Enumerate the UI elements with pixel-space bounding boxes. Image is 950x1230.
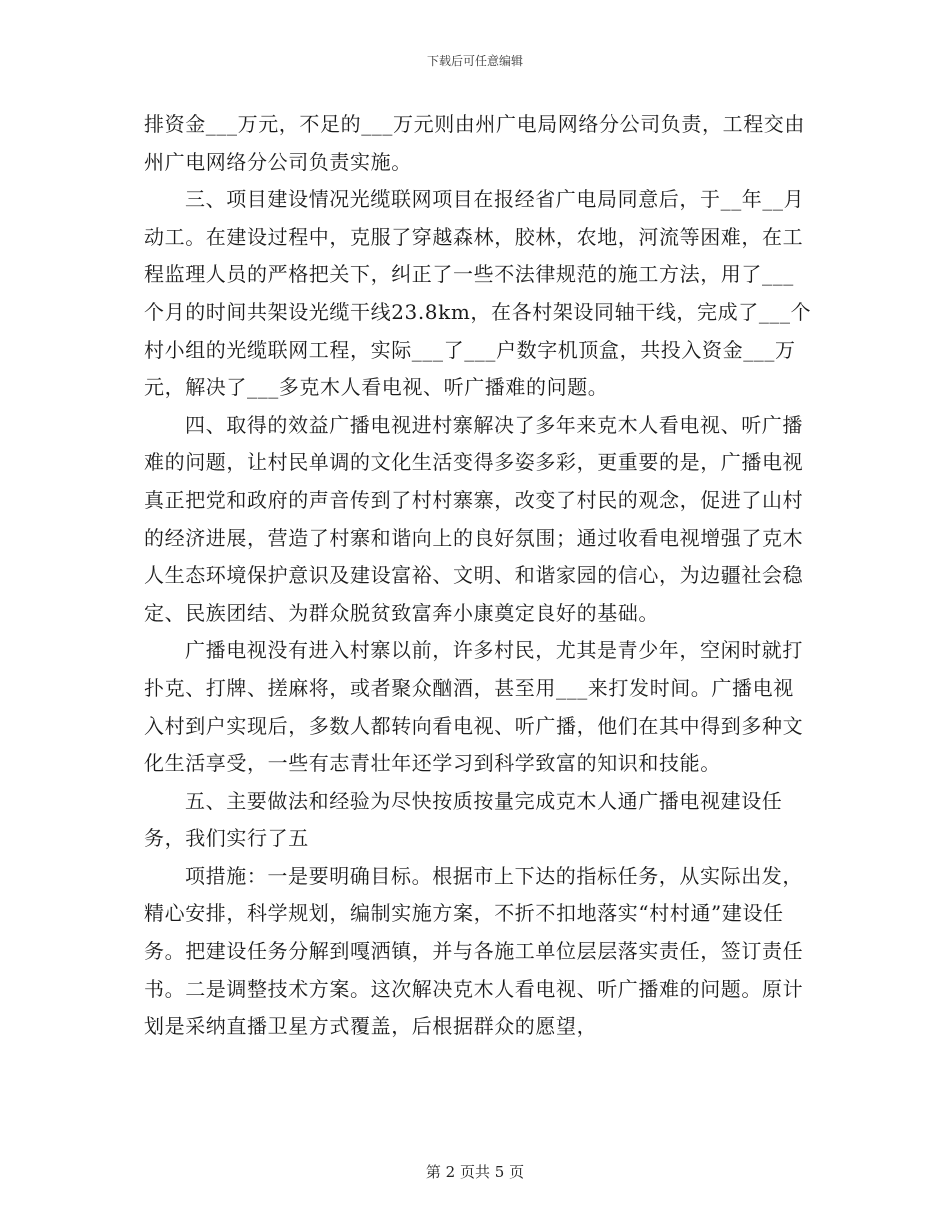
page-header: 下载后可任意编辑 [426,54,523,68]
page-number: 第 2 页共 5 页 [425,1163,525,1181]
paragraph-before-tv: 广播电视没有进入村寨以前，许多村民，尤其是青少年，空闲时就打扑克、打牌、搓麻将，或者聚众酗酒，甚至用___来打发时间。广播电视入村到户实现后，多数人都转向看电视、听广播，他们在其中得到多种文化生活享受，一些有志青壮年还学习到科学致富的知识和技能。 [144,638,804,776]
paragraph-benefits: 四、取得的效益广播电视进村寨解决了多年来克木人看电视、听广播难的问题，让村民单调的文化生活变得多姿多彩，更重要的是，广播电视真正把党和政府的声音传到了村村寨寨，改变了村民的观念，促进了山村的经济进展，营造了村寨和谐向上的良好氛围；通过收看电视增强了克木人生态环境保护意识及建设富裕、文明、和谐家园的信心，为边疆社会稳定、民族团结、为群众脱贫致富奔小康奠定良好的基础。 [144,412,804,625]
paragraph-measures: 项措施：一是要明确目标。根据市上下达的指标任务，从实际出发，精心安排，科学规划，编制实施方案，不折不扣地落实“村村通”建设任务。把建设任务分解到嘎洒镇，并与各施工单位层层落实责任，签订责任书。二是调整技术方案。这次解决克木人看电视、听广播难的问题。原计划是采纳直播卫星方式覆盖，后根据群众的愿望， [144,863,804,1039]
paragraph-methods-heading: 五、主要做法和经验为尽快按质按量完成克木人通广播电视建设任务，我们实行了五 [144,788,783,851]
document-body [144,106,812,1046]
paragraph-project-construction: 三、项目建设情况光缆联网项目在报经省广电局同意后，于__年__月动工。在建设过程中，克服了穿越森林，胶林，农地，河流等困难，在工程监理人员的严格把关下，纠正了一些不法律规范的施工方法，用了___个月的时间共架设光缆干线23.8km，在各村架设同轴干线，完成了___个村小组的光缆联网工程，实际___了___户数字机顶盒，共投入资金___万元，解决了___多克木人看电视、听广播难的问题。 [144,187,812,400]
paragraph-funding: 排资金___万元，不足的___万元则由州广电局网络分公司负责，工程交由州广电网络分公司负责实施。 [144,112,805,174]
